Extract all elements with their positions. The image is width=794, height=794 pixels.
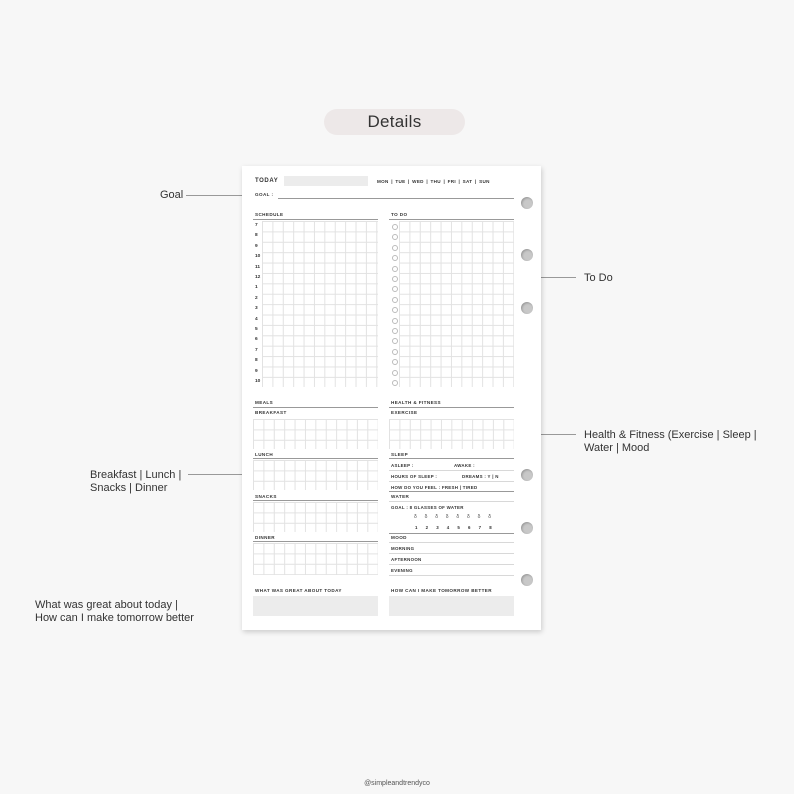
glass-number: 1 [415, 525, 418, 530]
tomorrow-box[interactable] [389, 596, 514, 616]
lunch-grid[interactable] [253, 460, 378, 490]
callout-reflect-1: What was great about today | [35, 599, 178, 611]
water-drop-icon[interactable]: δ [456, 514, 460, 520]
callout-meals-2: Snacks | Dinner [90, 482, 168, 494]
water-drop-icon[interactable]: δ [414, 514, 417, 520]
snacks-label: SNACKS [255, 494, 277, 499]
todo-checkbox[interactable] [392, 370, 398, 376]
today-label: TODAY [255, 178, 279, 184]
feel-label[interactable]: HOW DO YOU FEEL : FRESH | TIRED [391, 485, 478, 490]
ring-hole [521, 522, 533, 534]
dinner-rule [253, 541, 378, 542]
hour-label: 5 [255, 327, 258, 332]
todo-checkbox[interactable] [392, 276, 398, 282]
callout-meals-1: Breakfast | Lunch | [90, 469, 182, 481]
awake-label: AWAKE : [454, 463, 475, 468]
hour-label: 6 [255, 337, 258, 343]
hour-label: 9 [255, 243, 258, 249]
callout-goal: Goal [160, 189, 184, 201]
callout-todo: To Do [584, 272, 613, 284]
goal-line[interactable] [278, 198, 514, 199]
todo-checkbox[interactable] [392, 255, 398, 261]
mood-rule [389, 533, 514, 534]
health-label: HEALTH & FITNESS [391, 400, 441, 405]
great-label: WHAT WAS GREAT ABOUT TODAY [255, 588, 342, 593]
mood-row-line [389, 542, 514, 543]
hour-label: 3 [255, 306, 258, 312]
todo-checkbox[interactable] [392, 297, 398, 303]
ring-hole [521, 249, 533, 261]
todo-checkbox[interactable] [392, 359, 398, 365]
hour-label: 10 [255, 379, 261, 384]
callout-health-1: Health & Fitness (Exercise | Sleep | [584, 429, 757, 441]
dinner-label: DINNER [255, 535, 276, 540]
todo-checkbox[interactable] [392, 307, 398, 313]
mood-label: MOOD [391, 535, 407, 540]
evening-label: EVENING [391, 568, 413, 573]
water-label: WATER [391, 494, 410, 499]
exercise-grid[interactable] [389, 419, 514, 449]
breakfast-grid[interactable] [253, 419, 378, 449]
glass-number: 2 [425, 525, 429, 530]
dreams-label[interactable]: DREAMS : Y | N [462, 474, 499, 479]
dinner-grid[interactable] [253, 543, 378, 575]
glass-number: 7 [478, 525, 482, 530]
todo-checkbox[interactable] [392, 224, 398, 230]
callout-goal-line [186, 195, 242, 196]
today-date-field[interactable] [284, 176, 368, 186]
water-row-line [389, 501, 514, 502]
mood-row-line [389, 564, 514, 565]
water-rule [389, 491, 514, 492]
goal-label: GOAL : [255, 192, 274, 197]
schedule-label: SCHEDULE [255, 212, 284, 217]
glass-number: 3 [436, 525, 439, 530]
breakfast-label: BREAKFAST [255, 410, 287, 415]
glass-number: 8 [489, 525, 492, 530]
todo-checkbox[interactable] [392, 266, 398, 272]
schedule-rule [253, 219, 378, 220]
water-drop-icon[interactable]: δ [435, 514, 438, 520]
sleep-rule [389, 458, 514, 459]
todo-grid[interactable] [399, 221, 514, 387]
todo-checkbox[interactable] [392, 380, 398, 386]
hour-label: 11 [255, 264, 261, 270]
ring-hole [521, 469, 533, 481]
footer-handle: @simpleandtrendyco [364, 780, 430, 787]
todo-checkbox[interactable] [392, 234, 398, 240]
tomorrow-label: HOW CAN I MAKE TOMORROW BETTER [391, 588, 492, 593]
sleep-row-line [389, 481, 514, 482]
glass-number: 4 [446, 525, 450, 530]
hours-sleep-label: HOURS OF SLEEP : [391, 474, 438, 479]
hour-label: 12 [255, 275, 261, 280]
water-drop-icon[interactable]: δ [477, 514, 481, 520]
todo-checkbox[interactable] [392, 318, 398, 324]
hour-label: 8 [255, 233, 258, 239]
water-goal-label: GOAL : 8 GLASSES OF WATER [391, 505, 464, 510]
ring-hole [521, 574, 533, 586]
hour-label: 1 [255, 285, 258, 291]
ring-hole [521, 302, 533, 314]
snacks-rule [253, 500, 378, 501]
health-rule [389, 407, 514, 408]
hour-label: 7 [255, 347, 258, 353]
hour-label: 9 [255, 368, 258, 374]
glass-number: 5 [457, 525, 460, 530]
exercise-label: EXERCISE [391, 410, 418, 415]
page-title: Details [324, 109, 465, 135]
sleep-label: SLEEP [391, 452, 409, 457]
mood-row-line [389, 575, 514, 576]
todo-label: TO DO [391, 212, 408, 217]
todo-rule [389, 219, 514, 220]
great-box[interactable] [253, 596, 378, 616]
hour-label: 4 [255, 316, 258, 322]
hour-label: 10 [255, 254, 261, 260]
mood-row-line [389, 553, 514, 554]
glass-number: 6 [468, 525, 471, 530]
todo-checkbox[interactable] [392, 245, 398, 251]
water-drop-icon[interactable]: δ [488, 514, 491, 520]
hour-label: 7 [255, 223, 258, 228]
todo-checkbox[interactable] [392, 338, 398, 344]
morning-label: MORNING [391, 546, 415, 551]
hour-label: 8 [255, 358, 258, 364]
snacks-grid[interactable] [253, 502, 378, 532]
asleep-label: ASLEEP : [391, 463, 414, 468]
todo-checkbox[interactable] [392, 349, 398, 355]
schedule-grid[interactable] [262, 221, 378, 387]
meals-label: MEALS [255, 400, 274, 405]
water-drop-icon[interactable]: δ [424, 514, 428, 520]
weekday-selector[interactable]: MON | TUE | WED | THU | FRI | SAT | SUN [377, 179, 490, 184]
lunch-label: LUNCH [255, 452, 274, 457]
sleep-row-line [389, 470, 514, 471]
planner-page [242, 166, 541, 630]
lunch-rule [253, 458, 378, 459]
callout-health-2: Water | Mood [584, 442, 650, 454]
ring-hole [521, 197, 533, 209]
callout-reflect-2: How can I make tomorrow better [35, 612, 194, 624]
meals-rule [253, 407, 378, 408]
water-drop-icon[interactable]: δ [445, 514, 449, 520]
todo-checkbox[interactable] [392, 286, 398, 292]
todo-checkbox[interactable] [392, 328, 398, 334]
water-drop-icon[interactable]: δ [467, 514, 470, 520]
hour-label: 2 [255, 295, 258, 301]
afternoon-label: AFTERNOON [391, 557, 422, 562]
